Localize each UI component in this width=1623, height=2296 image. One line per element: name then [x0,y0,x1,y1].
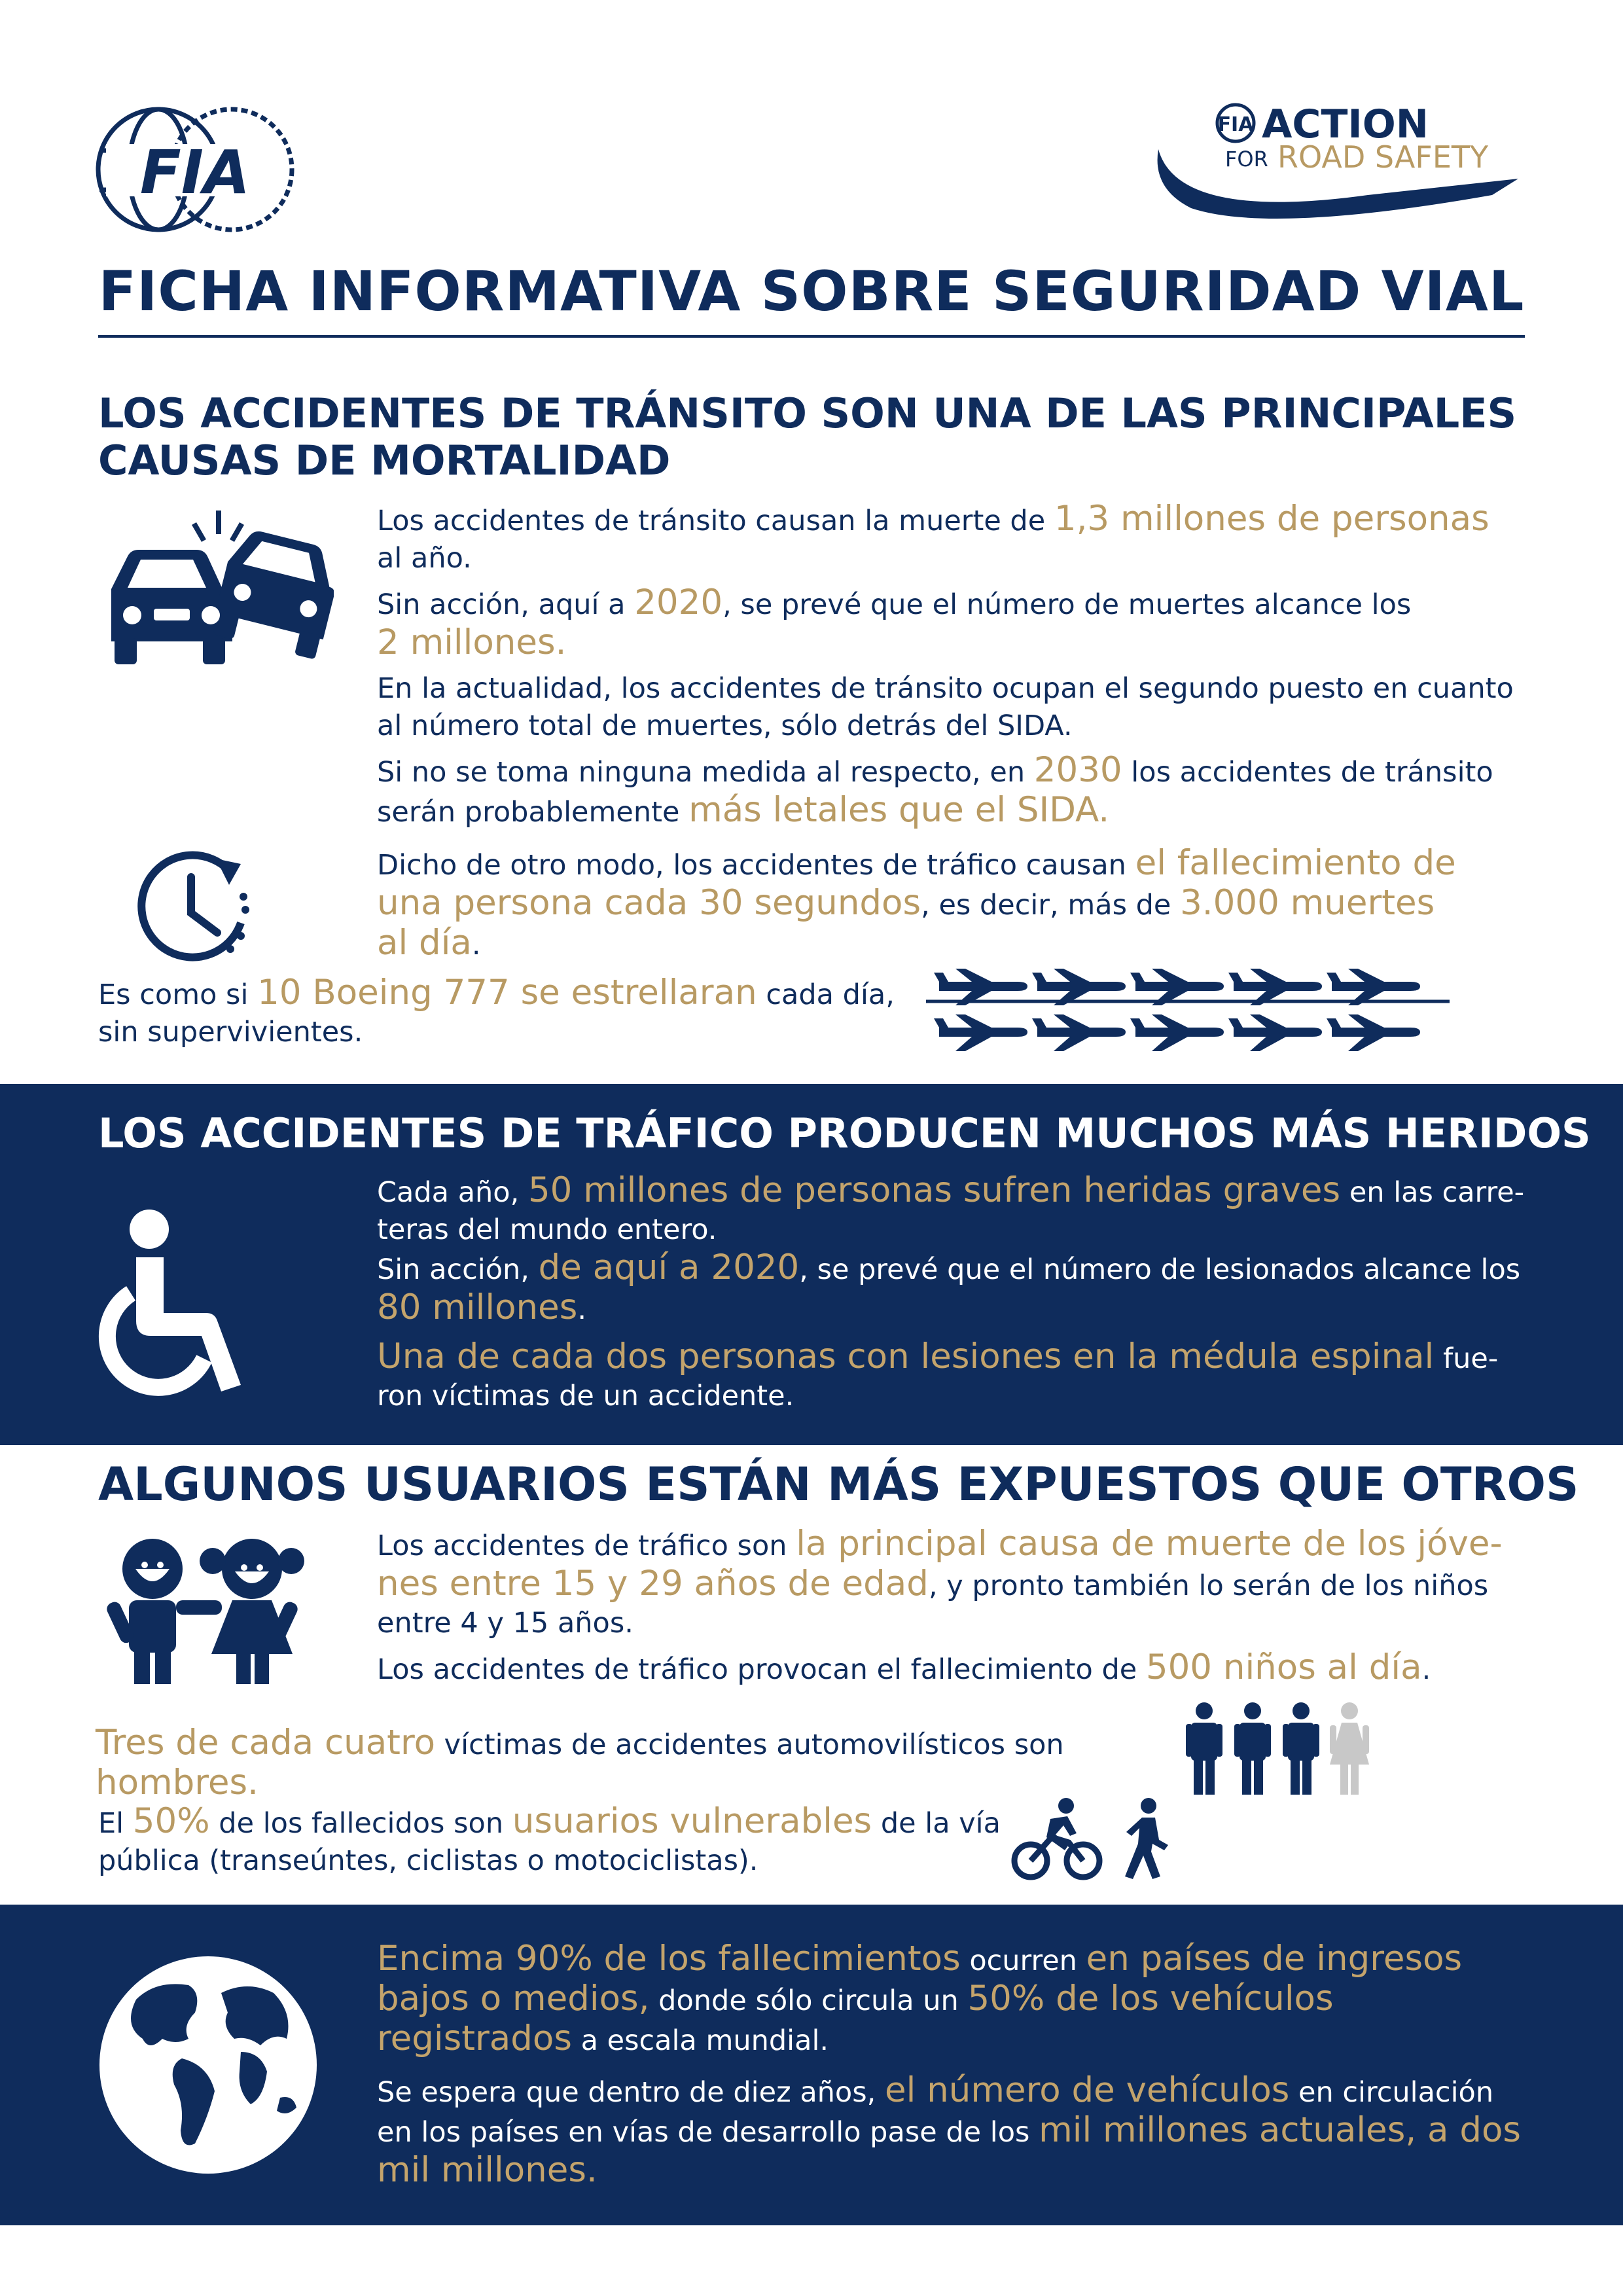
section1-heading-line2: CAUSAS DE MORTALIDAD [98,437,671,484]
man-icon [1186,1702,1222,1795]
logo-action-text: ACTION [1262,101,1429,147]
fact-second-place: En la actualidad, los accidentes de tránsito ocupan el segundo puesto en cuanto al número total de muertes, sólo detrás del SIDA. [377,672,1514,742]
airplane-icon [934,1014,1027,1051]
svg-text:FIA: FIA [1217,113,1254,136]
cyclist-icon [1011,1797,1103,1882]
wheelchair-icon [92,1208,255,1405]
fact-low-income-countries: Encima 90% de los fallecimientos ocurren en países de ingresos bajos o medios, donde sólo circula un 50% de los vehículos registrados a escala mundial. [377,1939,1463,2058]
fact-deaths: Los accidentes de tránsito causan la muerte de 1,3 millones de personas al año. [377,499,1489,575]
section3-facts [377,1525,1529,1689]
page-title: FICHA INFORMATIVA SOBRE SEGURIDAD VIAL [98,259,1525,323]
fact-men: Tres de cada cuatro víctimas de accidentes automovilísticos son hombres. [96,1723,1064,1803]
section2-heading: LOS ACCIDENTES DE TRÁFICO PRODUCEN MUCHOS MÁS HERIDOS [98,1109,1591,1157]
airplanes-group [926,962,1450,1060]
pedestrian-icon [1116,1797,1175,1882]
title-divider [98,335,1525,338]
section3-heading: ALGUNOS USUARIOS ESTÁN MÁS EXPUESTOS QUE OTROS [98,1458,1579,1511]
fact-vulnerable-users: El 50% de los fallecidos son usuarios vulnerables de la vía pública (transeúntes, ciclistas o motociclistas). [98,1801,1001,1877]
airplane-icon [1032,1014,1126,1051]
section4-band [0,1905,1623,2225]
section1-facts [377,500,1529,831]
airplane-icon [1327,1014,1420,1051]
woman-icon [1330,1702,1369,1795]
globe-icon [97,1954,319,2176]
section2-facts [377,1172,1529,1415]
section1-heading-line1: LOS ACCIDENTES DE TRÁNSITO SON UNA DE LAS PRINCIPALES [98,389,1517,437]
clock-icon [131,844,255,969]
section2-band [0,1084,1623,1445]
logo-road-safety-text: ROAD SAFETY [1277,139,1489,175]
section4-facts [377,1940,1529,2191]
fia-logo [93,98,297,241]
airplane-icon [1228,1014,1322,1051]
airplane-icon [1130,1014,1224,1051]
fact-injuries: Cada año, 50 millones de personas sufren heridas graves en las carre- teras del mundo entero. [377,1170,1525,1246]
car-crash-icon [92,511,334,681]
fact-vehicle-growth: Se espera que dentro de diez años, el número de vehículos en circulación en los países en vías de desarrollo pase de los mil millones actuales, a dos mil millones. [377,2070,1522,2190]
section1-heading [98,390,1516,484]
fact-boeing: Es como si 10 Boeing 777 se estrellaran cada día, sin supervivientes. [98,973,895,1049]
children-icon [95,1535,317,1685]
fact-80-million: Sin acción, de aquí a 2020, se prevé que el número de lesionados alcance los 80 millones. [377,1247,1521,1327]
man-icon [1283,1702,1319,1795]
road-safety-logo [1152,97,1531,234]
fact-children: Los accidentes de tráfico provocan el fallecimiento de 500 niños al día. [377,1647,1431,1687]
man-icon [1234,1702,1271,1795]
fia-logo-text: FIA [139,137,251,207]
fact-every-30-seconds: Dicho de otro modo, los accidentes de tráfico causan el fallecimiento de una persona cada 30 segundos, es decir, más de 3.000 muertes al día. [377,843,1456,963]
logo-for-text: FOR [1225,147,1268,171]
fact-young-people: Los accidentes de tráfico son la principal causa de muerte de los jóve- nes entre 15 y 29 años de edad, y pronto también lo serán de los niños entre 4 y 15 años. [377,1524,1503,1640]
fact-2020: Sin acción, aquí a 2020, se prevé que el número de muertes alcance los 2 millones. [377,583,1412,662]
fact-spinal: Una de cada dos personas con lesiones en la médula espinal fue- ron víctimas de un accidente. [377,1336,1499,1412]
people-ratio-icons [1185,1702,1381,1797]
fact-2030: Si no se toma ninguna medida al respecto, en 2030 los accidentes de tránsito serán probablemente más letales que el SIDA. [377,750,1493,830]
